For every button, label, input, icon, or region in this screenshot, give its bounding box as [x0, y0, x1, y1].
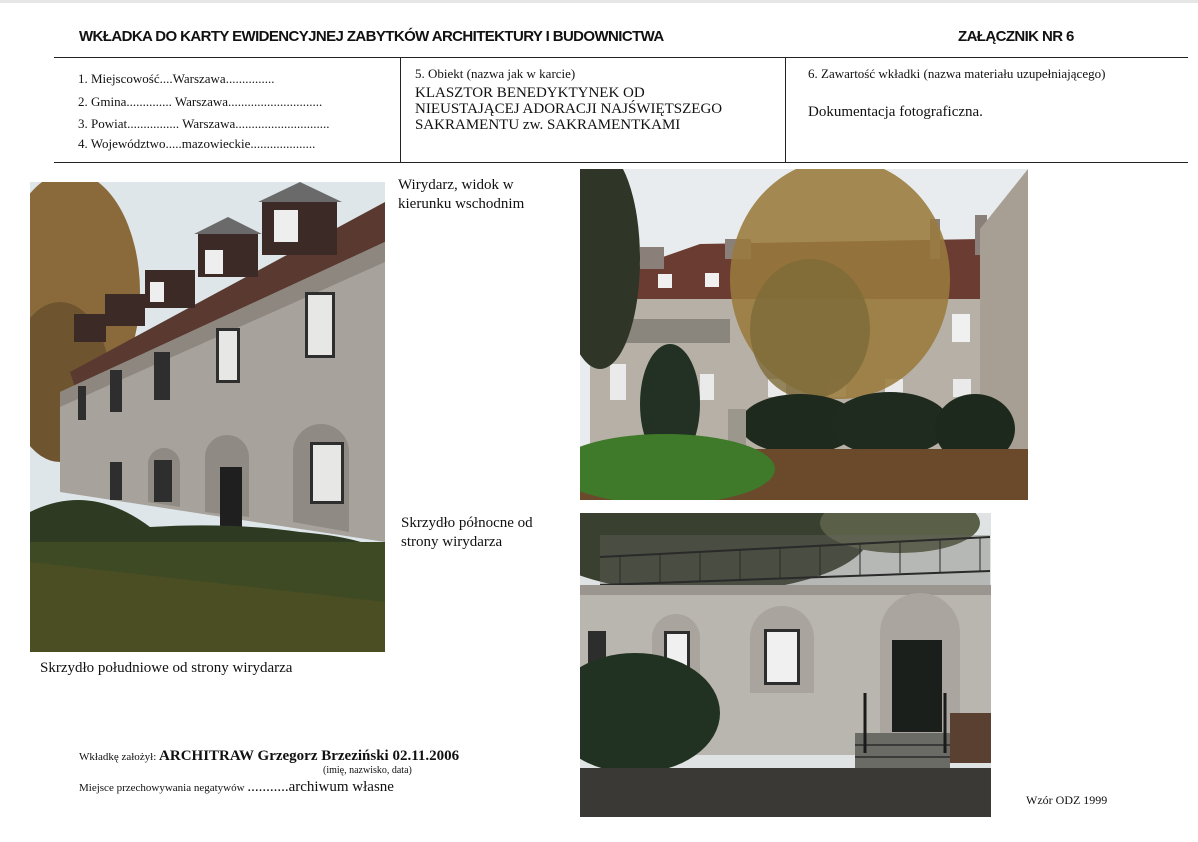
contents-label: 6. Zawartość wkładki (nazwa materiału uzupełniającego)	[808, 66, 1106, 81]
contents-value: Dokumentacja fotograficzna.	[808, 104, 983, 120]
photo-south-wing	[30, 182, 385, 652]
negatives-storage-line: Miejsce przechowywania negatywów ...........archiwum własne	[79, 779, 394, 795]
author-line: Wkładkę założył: ARCHITRAW Grzegorz Brzeziński 02.11.2006	[79, 748, 460, 764]
field-commune: 2. Gmina.............. Warszawa.............................	[78, 94, 323, 109]
caption-photo-south-wing: Skrzydło południowe od strony wirydarza	[40, 660, 293, 676]
template-reference: Wzór ODZ 1999	[1026, 793, 1108, 807]
top-border	[0, 0, 1198, 3]
field-locality: 1. Miejscowość....Warszawa...............	[78, 71, 275, 86]
table-top-rule	[54, 57, 1188, 58]
annex-number: ZAŁĄCZNIK NR 6	[958, 28, 1074, 45]
table-divider-2	[785, 57, 786, 163]
field-district: 3. Powiat................ Warszawa.............................	[78, 116, 330, 131]
table-divider-1	[400, 57, 401, 163]
photo-courtyard-east	[580, 169, 1028, 500]
object-label: 5. Obiekt (nazwa jak w karcie)	[415, 66, 576, 81]
field-voivodeship: 4. Województwo.....mazowieckie....................	[78, 136, 316, 151]
object-name: KLASZTOR BENEDYKTYNEK OD NIEUSTAJĄCEJ ADORACJI NAJŚWIĘTSZEGO SAKRAMENTU zw. SAKRAMENTKAMI	[415, 85, 723, 133]
document-title: WKŁADKA DO KARTY EWIDENCYJNEJ ZABYTKÓW ARCHITEKTURY I BUDOWNICTWA	[79, 28, 664, 45]
author-hint: (imię, nazwisko, data)	[323, 765, 412, 776]
table-bottom-rule	[54, 162, 1188, 163]
caption-photo-north-wing: Skrzydło północne od strony wirydarza	[401, 515, 533, 550]
caption-photo-courtyard: Wirydarz, widok w kierunku wschodnim	[398, 177, 525, 212]
photo-north-wing	[580, 513, 991, 817]
